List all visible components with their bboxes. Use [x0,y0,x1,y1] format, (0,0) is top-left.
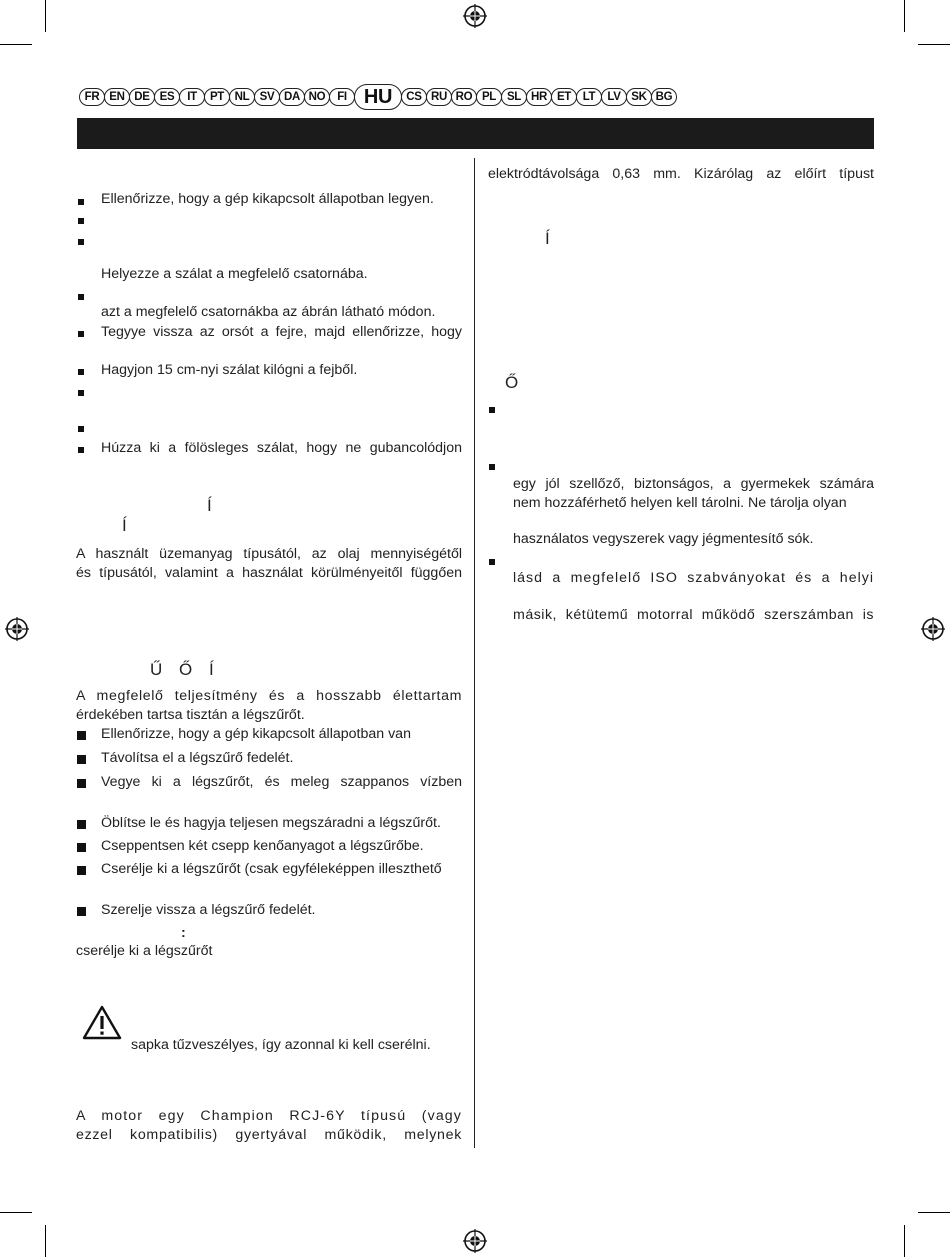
paragraph-line: használatos vegyszerek vagy jégmentesítő sók. [513,531,814,547]
note-label: : [181,925,186,941]
language-tab-sl[interactable]: SL [501,88,527,106]
list-item: Hagyjon 15 cm-nyi szálat kilógni a fejből. [101,362,358,378]
note-text: cserélje ki a légszűrőt [76,943,213,959]
bullet [78,199,84,205]
bullet [78,369,84,375]
paragraph-line: és típusától, valamint a használat körülményeitől függően [76,565,462,581]
language-tab-pl[interactable]: PL [476,88,502,106]
paragraph-line: lásd a megfelelő ISO szabványokat és a helyi [513,570,874,586]
bullet [77,779,86,788]
language-tab-hr[interactable]: HR [526,88,552,106]
registration-mark-icon [463,4,487,28]
bullet [78,218,84,224]
crop-mark [45,1225,46,1257]
language-tab-fr[interactable]: FR [79,88,105,106]
language-tab-no[interactable]: NO [304,88,330,106]
crop-mark [0,44,32,45]
list-item: azt a megfelelő csatornákba az ábrán látható módon. [101,304,436,320]
warning-text: sapka tűzveszélyes, így azonnal ki kell cserélni. [131,1037,431,1053]
paragraph-line: elektródtávolsága 0,63 mm. Kizárólag az előírt típust [488,166,874,182]
list-item: Helyezze a szálat a megfelelő csatornába. [101,266,368,282]
list-item: Cseppentsen két csepp kenőanyagot a légszűrőbe. [101,838,424,854]
registration-mark-icon [921,617,945,641]
section-heading-fragment: Í [545,229,550,248]
list-item: Szerelje vissza a légszűrő fedelét. [101,902,316,918]
paragraph-line: érdekében tartsa tisztán a légszűrőt. [76,707,305,723]
section-heading-fragment: Ő [505,373,519,392]
list-item: Ellenőrizze, hogy a gép kikapcsolt állapotban van [101,726,411,742]
section-heading-fragment: Ű Ő Í [150,660,214,679]
crop-mark [918,44,950,45]
crop-mark [0,1212,32,1213]
language-tab-sk[interactable]: SK [626,88,652,106]
bullet [78,390,84,396]
paragraph-line: A használt üzemanyag típusától, az olaj mennyiségétől [76,546,462,562]
language-selector [79,84,676,110]
section-header-band [77,118,874,149]
language-tab-sv[interactable]: SV [254,88,280,106]
bullet [77,907,86,916]
warning-triangle-icon [81,1004,123,1042]
paragraph-line: másik, kétütemű motorral működő szerszámban is [513,607,874,623]
paragraph-line: egy jól szellőző, biztonságos, a gyermekek számára [513,476,874,492]
bullet [489,407,495,413]
bullet [78,426,84,432]
list-item: Öblítse le és hagyja teljesen megszáradni a légszűrőt. [101,815,441,831]
list-item: Vegye ki a légszűrőt, és meleg szappanos vízben [101,774,462,790]
paragraph-line: ezzel kompatibilis) gyertyával működik, melynek [76,1127,462,1143]
registration-mark-icon [463,1229,487,1253]
crop-mark [904,0,905,32]
section-heading-fragment: Í [122,516,127,535]
column-divider [474,158,475,1148]
bullet [77,843,86,852]
paragraph-line: A megfelelő teljesítmény és a hosszabb élettartam [76,688,462,704]
language-tab-lt[interactable]: LT [576,88,602,106]
language-tab-cs[interactable]: CS [401,88,427,106]
language-tab-da[interactable]: DA [279,88,305,106]
paragraph-line: A motor egy Champion RCJ-6Y típusú (vagy [76,1108,462,1124]
bullet [78,331,84,337]
crop-mark [918,1212,950,1213]
bullet [77,755,86,764]
language-tab-de[interactable]: DE [129,88,155,106]
crop-mark [45,0,46,32]
list-item: Húzza ki a fölösleges szálat, hogy ne gubancolódjon [101,440,462,456]
language-tab-en[interactable]: EN [104,88,130,106]
language-tab-pt[interactable]: PT [204,88,230,106]
bullet [489,559,495,565]
language-tab-fi[interactable]: FI [329,88,355,106]
bullet [78,294,84,300]
language-tab-ro[interactable]: RO [451,88,477,106]
list-item: Ellenőrizze, hogy a gép kikapcsolt állapotban legyen. [101,191,434,207]
language-tab-et[interactable]: ET [551,88,577,106]
language-tab-nl[interactable]: NL [229,88,255,106]
list-item: Tegyye vissza az orsót a fejre, majd ellenőrizze, hogy [101,324,462,340]
paragraph-line: nem hozzáférhető helyen kell tárolni. Ne tárolja olyan [513,495,847,511]
section-heading-fragment: Í [207,496,212,515]
bullet [78,239,84,245]
bullet [78,447,84,453]
language-tab-lv[interactable]: LV [601,88,627,106]
bullet [489,464,495,470]
registration-mark-icon [5,617,29,641]
bullet [77,731,86,740]
list-item: Cserélje ki a légszűrőt (csak egyféleképpen illeszthető [101,861,442,877]
language-tab-hu-active[interactable]: HU [354,84,402,110]
bullet [77,820,86,829]
language-tab-ru[interactable]: RU [426,88,452,106]
bullet [77,866,86,875]
language-tab-bg[interactable]: BG [651,88,677,106]
crop-mark [904,1225,905,1257]
language-tab-es[interactable]: ES [154,88,180,106]
list-item: Távolítsa el a légszűrő fedelét. [101,750,294,766]
language-tab-it[interactable]: IT [179,88,205,106]
